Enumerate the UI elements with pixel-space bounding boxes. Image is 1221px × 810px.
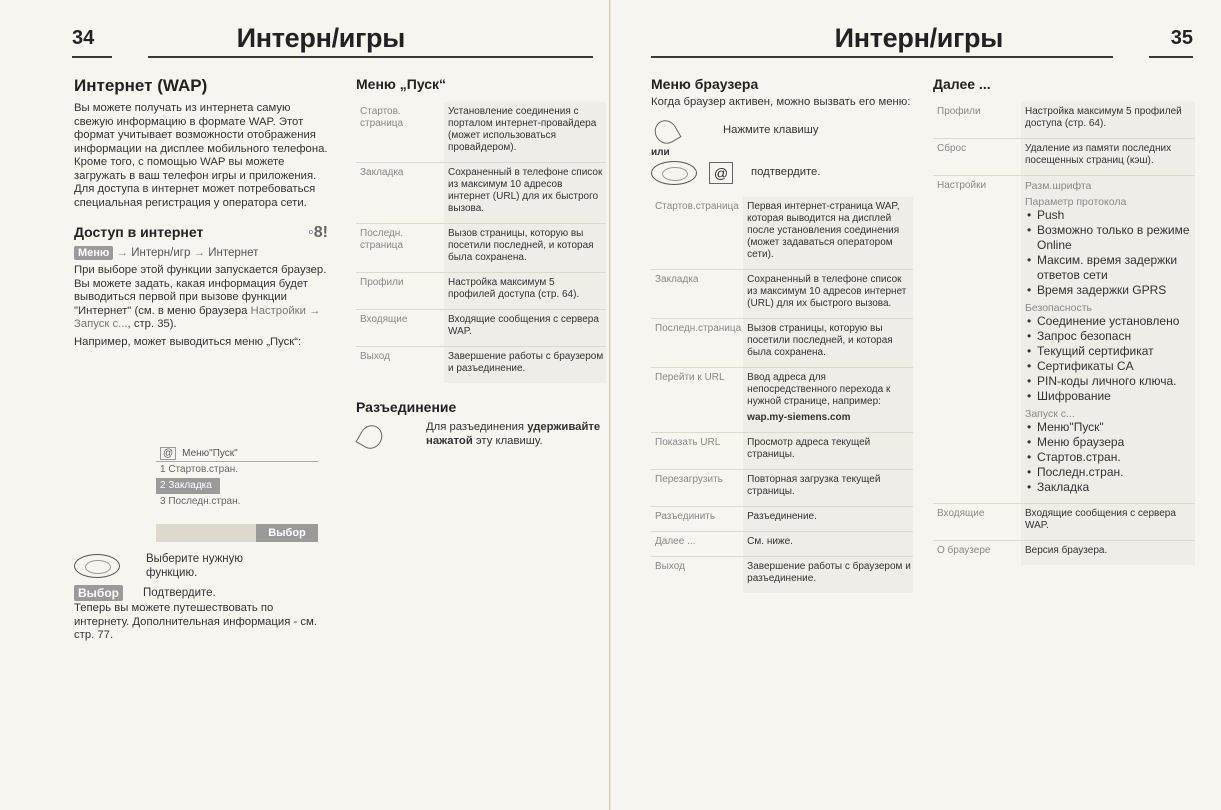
more-table (933, 102, 1195, 565)
security-label: Безопасность (1025, 302, 1092, 314)
at-icon: @ (160, 447, 176, 460)
screen-item: 3 Последн.стран. (160, 496, 241, 507)
confirm-key-row (651, 161, 913, 185)
row-key: Далее ... (651, 532, 743, 557)
row-value: Сохраненный в телефоне список из максимум 10 адресов интернет (URL) для их быстрого вызова. (743, 270, 913, 319)
internet-section (74, 76, 328, 349)
table-row (651, 368, 913, 433)
browser-menu-table (651, 197, 913, 593)
at-key-icon: @ (709, 162, 733, 184)
access-example: Например, может выводиться меню „Пуск“: (74, 335, 302, 348)
right-page (611, 0, 1221, 810)
row-key: Профили (937, 106, 981, 117)
row-key: Последн.страница (651, 319, 743, 368)
menu-tag: Меню (74, 246, 113, 260)
row-key: Закладка (356, 163, 444, 224)
row-key: Стартов.страница (655, 201, 739, 212)
left-header (72, 18, 593, 58)
table-row (933, 541, 1195, 566)
softkey-select: Выбор (256, 524, 318, 542)
arrow-icon: → (116, 247, 129, 259)
row-value (743, 368, 913, 433)
row-value: Просмотр адреса текущей страницы. (743, 433, 913, 470)
protocol-label: Параметр протокола (1025, 196, 1127, 208)
row-value: Настройка максимум 5 профилей доступа (стр. 64). (1021, 102, 1195, 139)
row-key: Последн. страница (356, 224, 444, 273)
security-list (1025, 314, 1193, 404)
access-heading: Доступ в интернет (74, 224, 204, 240)
row-key: Выход (651, 557, 743, 594)
joystick-icon (74, 554, 120, 578)
signal-icon: ◦8! (308, 224, 328, 241)
list-item: • Максим. время задержки ответов сети (1025, 253, 1193, 283)
internet-heading: Интернет (WAP) (74, 76, 208, 95)
row-value: Вызов страницы, которую вы посетили последней, и которая была сохранена. (743, 319, 913, 368)
table-row (356, 163, 606, 224)
row-key: Закладка (651, 270, 743, 319)
menu-path-1: Интерн/игр (131, 247, 191, 259)
access-heading-row (74, 224, 328, 242)
table-row (356, 310, 606, 347)
example-url: wap.my-siemens.com (747, 412, 851, 423)
phone-screen-start-menu (156, 446, 318, 542)
row-value: См. ниже. (743, 532, 913, 557)
disconnect-text-bold: удерживайте нажатой (426, 421, 601, 447)
disconnect-text (426, 421, 606, 448)
press-key-text: Нажмите клавишу (723, 123, 819, 136)
list-item: • Закладка (1025, 480, 1193, 495)
press-key-row (651, 116, 913, 146)
select-step-text (146, 552, 243, 580)
final-text: Теперь вы можете путешествовать по интернету. Дополнительная информация - см. стр. 77. (74, 602, 317, 641)
list-item: • Стартов.стран. (1025, 450, 1193, 465)
row-key: Показать URL (651, 433, 743, 470)
row-value: Завершение работы с браузером и разъединение. (743, 557, 913, 594)
confirm-text: Подтвердите. (143, 587, 216, 599)
row-key: Сброс (933, 139, 1021, 176)
row-value: Разъединение. (743, 507, 913, 532)
list-item: • Текущий сертификат (1025, 344, 1193, 359)
table-row (651, 270, 913, 319)
row-key: Входящие (356, 310, 444, 347)
screen-item-selected: 2 Закладка (156, 478, 220, 494)
row-value: Входящие сообщения с сервера WAP. (1021, 504, 1195, 541)
access-body-text-1: При выборе этой функции запускается браузер. Вы можете задать, какая информация будет выводиться первой при вызове функции "Интернет" (см. в меню браузера (74, 264, 327, 317)
row-value: Сохраненный в телефоне список из максимум 10 адресов интернет (URL) для их быстрого вызова. (444, 163, 606, 224)
menu-path (74, 246, 328, 260)
row-key: О браузере (933, 541, 1021, 566)
select-text-1: Выберите нужную (146, 553, 243, 565)
table-row (651, 557, 913, 594)
list-item: • Шифрование (1025, 389, 1193, 404)
row-key: Перейти к URL (651, 368, 743, 433)
row-value: Входящие сообщения с сервера WAP. (444, 310, 606, 347)
startup-list (1025, 420, 1193, 495)
list-item: • Соединение установлено (1025, 314, 1193, 329)
more-heading: Далее ... (933, 76, 991, 92)
start-menu-table (356, 102, 606, 383)
font-size-label: Разм.шрифта (1025, 180, 1092, 192)
joystick-icon (651, 161, 697, 185)
row-value: Первая интернет-страница WAP, которая выводится на дисплей после установления соединения (может задаваться оператором сети). (743, 197, 913, 270)
list-item: • Последн.стран. (1025, 465, 1193, 480)
table-row (651, 319, 913, 368)
table-row (933, 176, 1195, 504)
list-item: • Push (1025, 208, 1193, 223)
right-header (651, 18, 1193, 58)
access-body (74, 264, 328, 332)
access-body-link: Настройки → Запуск с... (74, 304, 321, 330)
menu-path-2: Интернет (208, 247, 259, 259)
list-item: • Возможно только в режиме Online (1025, 223, 1193, 253)
table-row (356, 224, 606, 273)
row-value-text: Ввод адреса для непосредственного перехода к нужной странице, например: (747, 372, 891, 407)
row-value: Повторная загрузка текущей страницы. (743, 470, 913, 507)
select-tag: Выбор (74, 585, 123, 601)
screen-header-label: Меню"Пуск" (182, 448, 238, 459)
row-value: Удаление из памяти последних посещенных страниц (кэш). (1021, 139, 1195, 176)
menu-key-icon (651, 116, 681, 146)
row-value: Версия браузера. (1021, 541, 1195, 566)
settings-value (1021, 176, 1195, 504)
row-value: Вызов страницы, которую вы посетили последней, и которая была сохранена. (444, 224, 606, 273)
start-menu-heading: Меню „Пуск“ (356, 76, 447, 92)
table-row (651, 433, 913, 470)
row-value: Завершение работы с браузером и разъединение. (444, 347, 606, 384)
list-item: • Меню"Пуск" (1025, 420, 1193, 435)
arrow-icon: → (193, 247, 206, 259)
protocol-list (1025, 208, 1193, 298)
confirm-key-text: подтвердите. (751, 166, 821, 179)
left-page-number: 34 (72, 27, 95, 49)
screen-item: 1 Стартов.стран. (160, 464, 239, 475)
table-row (356, 273, 606, 310)
table-row (933, 504, 1195, 541)
table-row (651, 470, 913, 507)
right-page-number: 35 (1170, 27, 1193, 49)
disconnect-text-2: эту клавишу. (475, 434, 543, 447)
left-page (0, 0, 610, 810)
internet-body: Вы можете получать из интернета самую свежую информацию в формате WAP. Этот формат учитывает возможности отображения информации на дисплее мобильного телефона. Кроме того, с помощью WAP вы можете загружать в ваш телефон игры и приложения. Для доступа в интернет может потребоваться специальная регистрация у оператора сети. (74, 102, 328, 209)
row-value: Установление соединения с порталом интернет-провайдера (может использоваться провайдером). (444, 102, 606, 163)
table-row (651, 507, 913, 532)
startup-label: Запуск с... (1025, 408, 1075, 420)
select-text-2: функцию. (146, 567, 198, 579)
disconnect-row (356, 421, 606, 451)
list-item: • Меню браузера (1025, 435, 1193, 450)
row-key: Входящие (933, 504, 1021, 541)
or-label: или (651, 146, 670, 158)
list-item: • PIN-коды личного ключа. (1025, 374, 1193, 389)
browser-menu-heading: Меню браузера (651, 76, 759, 92)
disconnect-text-1: Для разъединения (426, 421, 525, 433)
row-value: Настройка максимум 5 профилей доступа (стр. 64). (444, 273, 606, 310)
list-item: • Запрос безопасн (1025, 329, 1193, 344)
more-section (933, 76, 1195, 565)
row-key: Стартов. страница (360, 106, 404, 129)
row-key: Профили (356, 273, 444, 310)
start-menu-section (356, 76, 606, 451)
end-key-icon (356, 421, 386, 451)
row-key: Выход (356, 347, 444, 384)
select-step (74, 552, 243, 580)
table-row (933, 102, 1195, 139)
row-key: Разъединить (651, 507, 743, 532)
list-item: • Сертификаты CA (1025, 359, 1193, 374)
screen-softkeys (156, 524, 318, 542)
table-row (651, 532, 913, 557)
browser-menu-section (651, 76, 913, 593)
table-row (933, 139, 1195, 176)
row-key: Настройки (933, 176, 1021, 504)
confirm-step (74, 585, 216, 601)
browser-menu-intro: Когда браузер активен, можно вызвать его меню: (651, 96, 911, 108)
table-row (356, 347, 606, 384)
access-body-text-2: , стр. 35). (127, 318, 177, 330)
list-item: • Время задержки GPRS (1025, 283, 1193, 298)
screen-header (156, 446, 318, 462)
table-row (356, 102, 606, 163)
table-row (651, 197, 913, 270)
row-key: Перезагрузить (651, 470, 743, 507)
right-page-title: Интерн/игры (834, 23, 1003, 53)
left-page-title: Интерн/игры (236, 23, 405, 53)
disconnect-heading: Разъединение (356, 399, 457, 415)
